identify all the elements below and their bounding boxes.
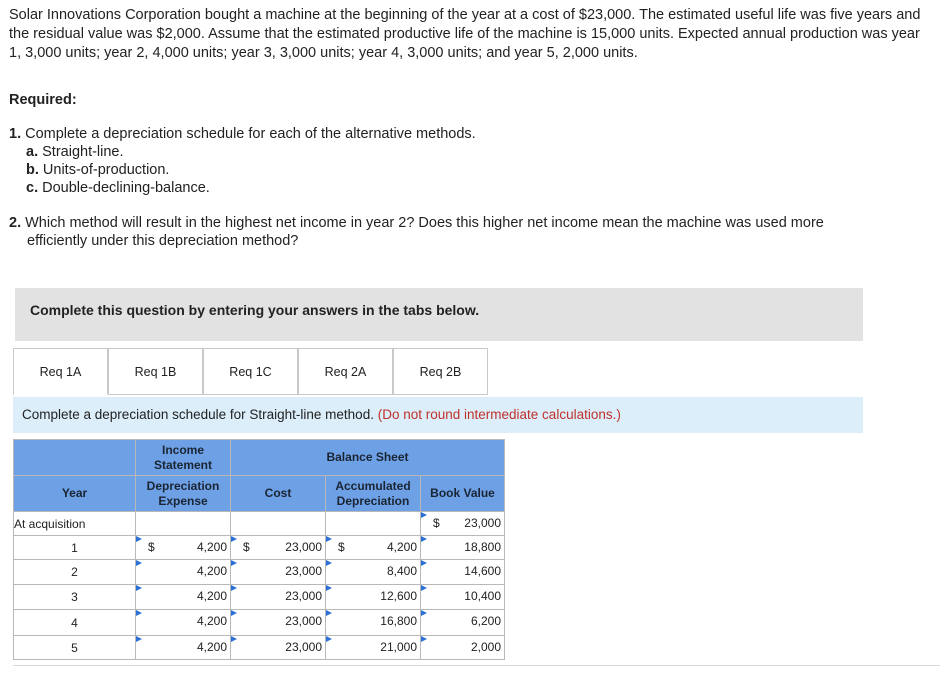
- q1-text: Complete a depreciation schedule for each of the alternative methods.: [25, 126, 476, 142]
- required-heading: Required:: [9, 92, 77, 108]
- question-1: [9, 125, 476, 197]
- accumulated-depreciation-input[interactable]: 21,000: [326, 636, 421, 660]
- question-2: [9, 214, 919, 250]
- q1-item-a: a. Straight-line.: [26, 144, 124, 160]
- accumulated-depreciation-input[interactable]: $ 4,200: [326, 536, 421, 560]
- q1-item-c: c. Double-declining-balance.: [26, 180, 210, 196]
- table-row: [14, 536, 505, 560]
- accumulated-depreciation-input[interactable]: 12,600: [326, 585, 421, 610]
- cost-input[interactable]: 23,000: [231, 560, 326, 585]
- year-cell: 3: [14, 585, 136, 610]
- table-row: [14, 560, 505, 585]
- header-balance-sheet: Balance Sheet: [231, 440, 505, 476]
- year-cell: 1: [14, 536, 136, 560]
- year-cell: 2: [14, 560, 136, 585]
- table-row-acquisition: [14, 512, 505, 536]
- cost-input[interactable]: 23,000: [231, 585, 326, 610]
- depreciation-expense-input[interactable]: 4,200: [136, 610, 231, 636]
- instruction-note: (Do not round intermediate calculations.): [377, 407, 621, 422]
- book-value-input[interactable]: 6,200: [421, 610, 505, 636]
- cost-input[interactable]: 23,000: [231, 636, 326, 660]
- book-value-input[interactable]: 10,400: [421, 585, 505, 610]
- q1-number: 1.: [9, 126, 22, 142]
- tab-req-2b[interactable]: Req 2B: [393, 348, 488, 395]
- book-value-input[interactable]: $ 23,000: [421, 512, 505, 536]
- tab-req-1c[interactable]: Req 1C: [203, 348, 298, 395]
- divider: [13, 665, 940, 666]
- acquisition-label: At acquisition: [14, 512, 136, 536]
- header-cost: Cost: [231, 476, 326, 512]
- depreciation-expense-input[interactable]: 4,200: [136, 636, 231, 660]
- table-row: [14, 585, 505, 610]
- header-accumulated-depreciation: Accumulated Depreciation: [326, 476, 421, 512]
- header-blank: [14, 440, 136, 476]
- book-value-input[interactable]: 18,800: [421, 536, 505, 560]
- table-row: [14, 610, 505, 636]
- banner-text: Complete this question by entering your answers in the tabs below.: [30, 302, 480, 318]
- year-cell: 5: [14, 636, 136, 660]
- tab-req-1b[interactable]: Req 1B: [108, 348, 203, 395]
- header-income-statement: Income Statement: [136, 440, 231, 476]
- q2-text: Which method will result in the highest net income in year 2? Does this higher net income mean the machine was used more: [25, 215, 824, 231]
- book-value-input[interactable]: 2,000: [421, 636, 505, 660]
- problem-statement: Solar Innovations Corporation bought a machine at the beginning of the year at a cost of $23,000. The estimated useful life was five years and the residual value was $2,000. Assume that the estimated productive life of the machine is 15,000 units. Expected annual production was year 1, 3,000 units; year 2, 4,000 units; year 3, 3,000 units; year 4, 3,000 units; and year 5, 2,000 units.: [9, 7, 921, 61]
- cost-input[interactable]: 23,000: [231, 610, 326, 636]
- year-cell: 4: [14, 610, 136, 636]
- depreciation-expense-input[interactable]: 4,200: [136, 560, 231, 585]
- book-value-input[interactable]: 14,600: [421, 560, 505, 585]
- instruction-bar: [13, 397, 863, 433]
- q2-number: 2.: [9, 215, 22, 231]
- tab-req-1a[interactable]: Req 1A: [13, 348, 108, 395]
- depreciation-expense-input[interactable]: $ 4,200: [136, 536, 231, 560]
- depreciation-expense-input[interactable]: 4,200: [136, 585, 231, 610]
- q2-text-cont: efficiently under this depreciation method?: [27, 233, 299, 249]
- q1-item-b: b. Units-of-production.: [26, 162, 170, 178]
- instructions-banner: [15, 288, 863, 341]
- depreciation-schedule-table: [13, 439, 505, 660]
- accumulated-depreciation-input[interactable]: 8,400: [326, 560, 421, 585]
- instruction-text: Complete a depreciation schedule for Straight-line method.: [22, 407, 374, 422]
- header-depreciation-expense: Depreciation Expense: [136, 476, 231, 512]
- cost-input[interactable]: $ 23,000: [231, 536, 326, 560]
- table-row: [14, 636, 505, 660]
- header-book-value: Book Value: [421, 476, 505, 512]
- header-year: Year: [14, 476, 136, 512]
- accumulated-depreciation-input[interactable]: 16,800: [326, 610, 421, 636]
- tab-req-2a[interactable]: Req 2A: [298, 348, 393, 395]
